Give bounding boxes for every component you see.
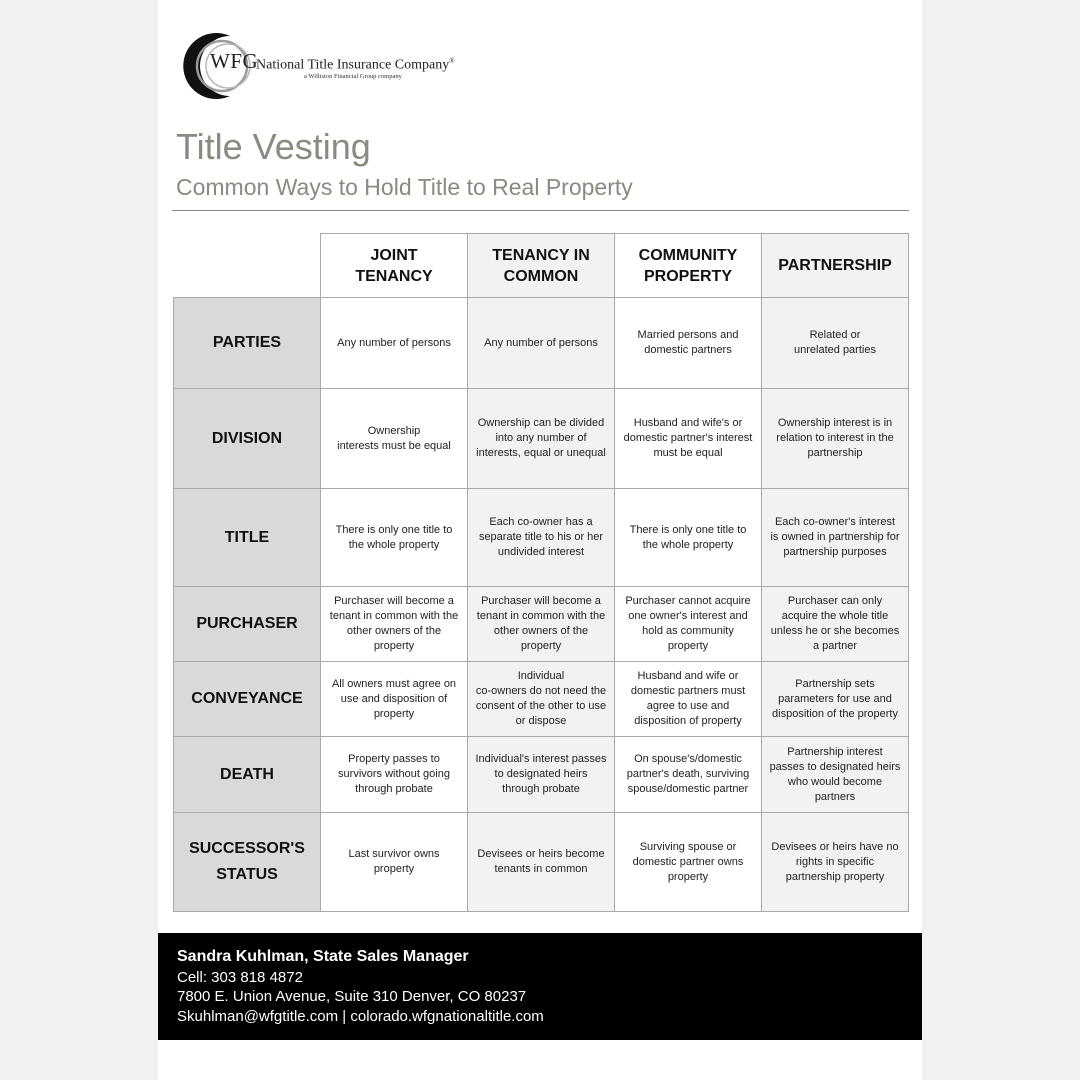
text-line: Each co-owner's interest [774,516,896,528]
table-row [174,813,909,912]
text-line: DEATH [220,765,274,783]
page-subtitle: Common Ways to Hold Title to Real Property [176,174,633,200]
text-line: rights in specific [795,855,875,868]
text-line: relation to interest in the [776,432,894,444]
text-line: partnership purposes [783,546,887,558]
text-line: TENANCY [355,267,433,285]
text-line: or dispose [515,715,567,727]
text-line: unless he or she becomes [770,625,900,637]
text-line: Husband and wife's or [633,417,743,429]
logo-initials: WFG [210,49,259,73]
table-row [174,587,909,662]
text-line: the whole property [642,538,734,551]
text-line: disposition of the property [772,707,898,720]
text-line: domestic partners [644,344,732,356]
contact-email-website: Skuhlman@wfgtitle.com | colorado.wfgnationaltitle.com [177,1008,544,1025]
text-line: On spouse's/domestic [634,753,742,765]
table-row [174,662,909,737]
text-line: TITLE [224,528,270,546]
text-line: property [373,863,415,875]
table-cell [468,389,615,489]
text-line: DIVISION [211,429,283,447]
table-cell [321,813,468,912]
column-header [762,234,909,298]
table-cell [615,587,762,662]
logo-company-name: National Title Insurance Company® [256,57,455,73]
table-corner [174,234,321,298]
row-header [174,389,321,489]
text-line: PROPERTY [643,267,732,285]
row-header [174,813,321,912]
text-line: property [373,707,415,720]
table-cell [468,813,615,912]
text-line: property [667,640,709,652]
table-cell [468,587,615,662]
table-cell [762,298,909,389]
table-cell [762,737,909,813]
text-line: Ownership interest is in [777,417,893,429]
text-line: survivors without going [338,768,450,780]
contact-name: Sandra Kuhlman, State Sales Manager [177,948,469,965]
company-logo [178,30,478,102]
table-cell [762,662,909,737]
document-page [158,0,922,1080]
text-line: partnership property [785,870,885,883]
vesting-table [173,233,909,912]
column-header [615,234,762,298]
table-row [174,489,909,587]
text-line: There is only one title to [335,523,453,536]
table-row [174,389,909,489]
text-line: through probate [355,783,433,795]
table-cell [762,489,909,587]
row-header [174,737,321,813]
text-line: use and disposition of [340,692,448,705]
text-line: Purchaser cannot acquire [625,595,751,607]
text-line: CONVEYANCE [191,690,303,707]
title-divider [172,210,909,211]
table-row [174,298,909,389]
table-row [174,737,909,813]
text-line: Devisees or heirs become [477,848,605,860]
text-line: Individual [517,670,565,682]
row-header [174,298,321,389]
text-line: into any number of [495,432,587,444]
contact-footer [158,933,922,1040]
text-line: the whole property [348,538,440,551]
table-cell [615,489,762,587]
table-cell [762,587,909,662]
text-line: acquire the whole title [781,610,889,622]
text-line: interests, equal or unequal [476,447,606,459]
text-line: undivided interest [497,546,585,558]
table-cell [468,298,615,389]
text-line: consent of the other to use [475,700,607,712]
text-line: Surviving spouse or [639,840,737,853]
text-line: one owner's interest and [628,610,748,622]
page-title: Title Vesting [176,126,371,167]
text-line: Each co-owner has a [489,516,593,528]
text-line: Husband and wife or [637,670,739,682]
table-cell [321,489,468,587]
text-line: Last survivor owns [348,848,440,860]
text-line: property [373,640,415,652]
text-line: Ownership [367,424,421,437]
text-line: domestic partners must [630,685,746,697]
table-cell [321,298,468,389]
table-cell [615,662,762,737]
text-line: property [667,870,709,883]
text-line: to designated heirs [494,768,588,780]
text-line: who would become [787,775,883,788]
text-line: PARTNERSHIP [778,257,892,274]
table-cell [468,662,615,737]
text-line: partners [814,790,856,803]
text-line: spouse/domestic partner [627,783,749,795]
row-header [174,489,321,587]
text-line: Property passes to [348,753,440,765]
text-line: property [520,640,562,652]
table-cell [321,389,468,489]
text-line: COMMUNITY [638,246,738,264]
text-line: Any number of persons [337,336,451,349]
text-line: SUCCESSOR'S [189,840,305,857]
text-line: TENANCY IN [492,246,590,264]
table-cell [321,587,468,662]
text-line: There is only one title to [629,523,747,536]
text-line: agree to use and [646,700,730,712]
text-line: co-owners do not need the [475,685,607,697]
text-line: other owners of the [346,625,442,637]
text-line: partner's death, surviving [626,768,750,780]
text-line: Purchaser will become a [334,595,454,607]
text-line: Any number of persons [484,336,598,349]
table-header-row [174,234,909,298]
text-line: hold as community [642,625,734,637]
text-line: passes to designated heirs [769,760,901,773]
table-cell [468,737,615,813]
text-line: disposition of property [634,715,742,727]
text-line: interests must be equal [337,439,451,452]
text-line: must be equal [653,447,723,459]
table-cell [762,389,909,489]
column-header [321,234,468,298]
text-line: COMMON [503,267,579,285]
table-cell [321,737,468,813]
text-line: unrelated parties [794,344,876,356]
text-line: domestic partner owns [632,855,744,868]
text-line: JOINT [370,246,418,264]
text-line: partnership [807,447,863,459]
text-line: domestic partner's interest [623,432,753,444]
row-header [174,587,321,662]
table-cell [615,298,762,389]
text-line: other owners of the [493,625,589,637]
text-line: through probate [502,783,580,795]
table-cell [321,662,468,737]
text-line: tenants in common [494,863,588,875]
row-header [174,662,321,737]
text-line: a partner [812,640,858,652]
text-line: Partnership interest [787,745,883,758]
table-cell [615,813,762,912]
table-cell [468,489,615,587]
text-line: Related or [809,329,861,341]
text-line: Partnership sets [795,677,875,690]
text-line: tenant in common with the [476,610,606,622]
text-line: Purchaser can only [787,595,883,607]
text-line: Individual's interest passes [475,753,607,765]
text-line: STATUS [216,866,278,883]
text-line: Ownership can be divided [477,417,605,429]
text-line: All owners must agree on [331,677,457,690]
table-cell [615,389,762,489]
text-line: separate title to his or her [478,531,604,543]
text-line: PARTIES [212,334,282,351]
column-header [468,234,615,298]
text-line: Married persons and [637,329,739,341]
text-line: parameters for use and [778,692,892,705]
text-line: tenant in common with the [329,610,459,622]
table-cell [615,737,762,813]
contact-address: 7800 E. Union Avenue, Suite 310 Denver, CO 80237 [177,988,527,1005]
logo-tagline: a Williston Financial Group company [304,73,402,80]
text-line: Devisees or heirs have no [771,840,899,853]
contact-cell: Cell: 303 818 4872 [177,969,303,986]
text-line: Purchaser will become a [481,595,601,607]
table-cell [762,813,909,912]
text-line: is owned in partnership for [770,531,900,543]
text-line: PURCHASER [196,615,298,632]
